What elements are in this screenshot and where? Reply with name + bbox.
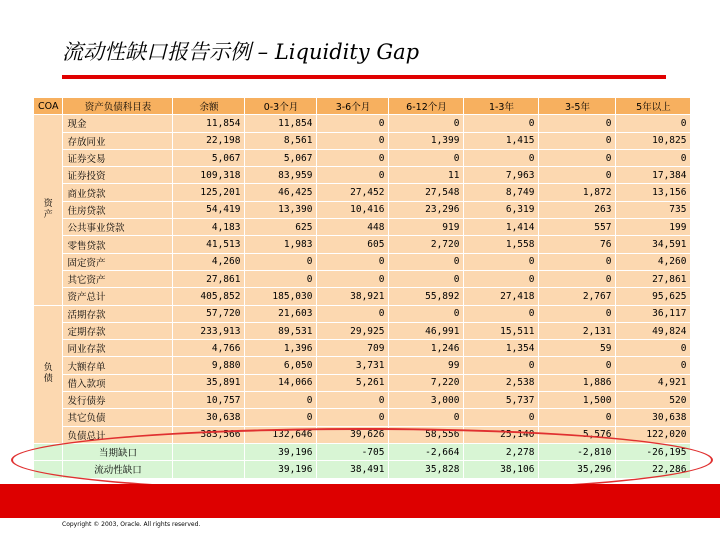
cell-value: 11,854 xyxy=(173,115,245,132)
gap-value: -2,810 xyxy=(539,443,616,460)
cell-value: 4,260 xyxy=(173,253,245,270)
gap-value: 22,286 xyxy=(616,461,691,478)
cell-value: 557 xyxy=(539,219,616,236)
row-label: 存放同业 xyxy=(63,132,173,149)
cell-value: 23,296 xyxy=(389,201,464,218)
cell-value: 0 xyxy=(317,392,389,409)
cell-value: 0 xyxy=(616,115,691,132)
table-row xyxy=(34,184,691,201)
cell-value: 8,561 xyxy=(245,132,317,149)
cell-value: 0 xyxy=(464,357,539,374)
cell-value: 448 xyxy=(317,219,389,236)
cell-value: 27,418 xyxy=(464,288,539,305)
cell-value: 35,891 xyxy=(173,374,245,391)
cell-value: 59 xyxy=(539,340,616,357)
cell-value: 25,140 xyxy=(464,426,539,443)
cell-value: 10,416 xyxy=(317,201,389,218)
cell-value: 17,384 xyxy=(616,167,691,184)
gap-value: 39,196 xyxy=(245,461,317,478)
cell-value: 0 xyxy=(539,253,616,270)
cell-value: 0 xyxy=(317,409,389,426)
cell-value: 0 xyxy=(389,409,464,426)
cell-value: 1,399 xyxy=(389,132,464,149)
gap-label: 流动性缺口 xyxy=(63,461,173,478)
cell-value: 5,067 xyxy=(173,149,245,166)
cell-value: 0 xyxy=(616,340,691,357)
cell-value: 1,414 xyxy=(464,219,539,236)
table-row xyxy=(34,167,691,184)
gap-value: 35,828 xyxy=(389,461,464,478)
cell-value: 1,500 xyxy=(539,392,616,409)
cell-value: 30,638 xyxy=(616,409,691,426)
table-row xyxy=(34,374,691,391)
cell-value: 7,963 xyxy=(464,167,539,184)
cell-value: 383,566 xyxy=(173,426,245,443)
cell-value: 1,415 xyxy=(464,132,539,149)
cell-value: 0 xyxy=(317,270,389,287)
header-coa: COA xyxy=(34,98,63,115)
row-label: 固定资产 xyxy=(63,253,173,270)
cell-value: 0 xyxy=(539,167,616,184)
cell-value: 1,872 xyxy=(539,184,616,201)
cell-value: 95,625 xyxy=(616,288,691,305)
cell-value: 9,880 xyxy=(173,357,245,374)
cell-value: 55,892 xyxy=(389,288,464,305)
cell-value: 27,452 xyxy=(317,184,389,201)
table-row xyxy=(34,115,691,132)
cell-value: 38,921 xyxy=(317,288,389,305)
cell-value: 14,066 xyxy=(245,374,317,391)
cell-value: 0 xyxy=(539,270,616,287)
cell-value: 10,757 xyxy=(173,392,245,409)
table-row xyxy=(34,132,691,149)
gap-value: 35,296 xyxy=(539,461,616,478)
cell-value: 919 xyxy=(389,219,464,236)
row-label: 活期存款 xyxy=(63,305,173,322)
row-label: 大额存单 xyxy=(63,357,173,374)
cell-value: 0 xyxy=(245,392,317,409)
liquidity-gap-table xyxy=(33,97,691,479)
cell-value: 0 xyxy=(317,115,389,132)
cell-value: 735 xyxy=(616,201,691,218)
cell-value: 8,749 xyxy=(464,184,539,201)
cell-value: 0 xyxy=(464,270,539,287)
cell-value: 125,201 xyxy=(173,184,245,201)
cell-value: 0 xyxy=(464,149,539,166)
cell-value: 520 xyxy=(616,392,691,409)
cell-value: 263 xyxy=(539,201,616,218)
slide-title: 流动性缺口报告示例 – Liquidity Gap xyxy=(62,40,420,64)
cell-value: 0 xyxy=(317,132,389,149)
cell-value: 0 xyxy=(616,149,691,166)
cell-value: 132,646 xyxy=(245,426,317,443)
cell-value: 2,538 xyxy=(464,374,539,391)
gap-value: 38,106 xyxy=(464,461,539,478)
cell-value: 27,861 xyxy=(173,270,245,287)
header-item: 资产负债科目表 xyxy=(63,98,173,115)
header-column: 5年以上 xyxy=(616,98,691,115)
cell-value: 0 xyxy=(464,305,539,322)
cell-value: 0 xyxy=(539,149,616,166)
cell-value: 405,852 xyxy=(173,288,245,305)
cell-value: 0 xyxy=(539,305,616,322)
cell-value: 13,156 xyxy=(616,184,691,201)
cell-value: 15,511 xyxy=(464,322,539,339)
header-column: 3-5年 xyxy=(539,98,616,115)
cell-value: 709 xyxy=(317,340,389,357)
cell-value: 76 xyxy=(539,236,616,253)
cell-value: 122,020 xyxy=(616,426,691,443)
cell-value: 0 xyxy=(317,253,389,270)
cell-value: 5,576 xyxy=(539,426,616,443)
cell-value: 83,959 xyxy=(245,167,317,184)
table-row xyxy=(34,253,691,270)
cell-value: 10,825 xyxy=(616,132,691,149)
cell-value: 34,591 xyxy=(616,236,691,253)
cell-value: 6,319 xyxy=(464,201,539,218)
header-column: 3-6个月 xyxy=(317,98,389,115)
cell-value: 605 xyxy=(317,236,389,253)
row-label: 借入款项 xyxy=(63,374,173,391)
cell-value: 6,050 xyxy=(245,357,317,374)
cell-value: 625 xyxy=(245,219,317,236)
cell-value: 1,558 xyxy=(464,236,539,253)
row-label: 住房贷款 xyxy=(63,201,173,218)
cell-value: 11,854 xyxy=(245,115,317,132)
table-row xyxy=(34,409,691,426)
cell-value: 0 xyxy=(317,149,389,166)
section-assets xyxy=(34,115,63,305)
copyright-text: Copyright © 2003, Oracle. All rights reserved. xyxy=(62,521,201,528)
title-underline xyxy=(62,75,666,79)
cell-value: 46,425 xyxy=(245,184,317,201)
cell-value: 0 xyxy=(389,270,464,287)
cell-value: 4,260 xyxy=(616,253,691,270)
row-label: 其它资产 xyxy=(63,270,173,287)
cell-value: 2,767 xyxy=(539,288,616,305)
header-column: 余额 xyxy=(173,98,245,115)
cell-value: 3,000 xyxy=(389,392,464,409)
cell-value: 39,626 xyxy=(317,426,389,443)
cell-value: 0 xyxy=(245,409,317,426)
cell-value: 2,720 xyxy=(389,236,464,253)
gap-label: 当期缺口 xyxy=(63,443,173,460)
cell-value: 0 xyxy=(389,149,464,166)
table-row xyxy=(34,236,691,253)
gap-value: 38,491 xyxy=(317,461,389,478)
row-label: 负债总计 xyxy=(63,426,173,443)
section-liabilities xyxy=(34,305,63,443)
cell-value: 233,913 xyxy=(173,322,245,339)
table-row xyxy=(34,340,691,357)
cell-value: 1,354 xyxy=(464,340,539,357)
cell-value: 30,638 xyxy=(173,409,245,426)
row-label: 定期存款 xyxy=(63,322,173,339)
cell-value: 4,183 xyxy=(173,219,245,236)
cell-value: 0 xyxy=(317,305,389,322)
cell-value: 1,246 xyxy=(389,340,464,357)
header-column: 1-3年 xyxy=(464,98,539,115)
cell-value: 0 xyxy=(245,253,317,270)
row-label: 发行债券 xyxy=(63,392,173,409)
cell-value: 11 xyxy=(389,167,464,184)
section-liabilities-label: 负 债 xyxy=(43,363,53,385)
header-column: 0-3个月 xyxy=(245,98,317,115)
gap-value: -26,195 xyxy=(616,443,691,460)
cell-value: 13,390 xyxy=(245,201,317,218)
cell-value: 46,991 xyxy=(389,322,464,339)
row-label: 其它负债 xyxy=(63,409,173,426)
cell-value: 7,220 xyxy=(389,374,464,391)
row-label: 资产总计 xyxy=(63,288,173,305)
cell-value: 58,556 xyxy=(389,426,464,443)
cell-value: 1,983 xyxy=(245,236,317,253)
cell-value: 5,261 xyxy=(317,374,389,391)
cell-value: 29,925 xyxy=(317,322,389,339)
cell-value: 4,921 xyxy=(616,374,691,391)
cell-value: 5,737 xyxy=(464,392,539,409)
cell-value: 27,861 xyxy=(616,270,691,287)
cell-value: 0 xyxy=(539,409,616,426)
table-row xyxy=(34,322,691,339)
gap-value: 2,278 xyxy=(464,443,539,460)
cell-value: 89,531 xyxy=(245,322,317,339)
cell-value: 54,419 xyxy=(173,201,245,218)
cell-value: 0 xyxy=(616,357,691,374)
row-label: 同业存款 xyxy=(63,340,173,357)
cell-value: 22,198 xyxy=(173,132,245,149)
cell-value: 27,548 xyxy=(389,184,464,201)
row-label: 证券投资 xyxy=(63,167,173,184)
highlight-ellipse xyxy=(11,428,713,492)
cell-value: 0 xyxy=(389,253,464,270)
table-row xyxy=(34,357,691,374)
cell-value: 2,131 xyxy=(539,322,616,339)
cell-value: 0 xyxy=(464,253,539,270)
table-row xyxy=(34,288,691,305)
footer-bar xyxy=(0,484,720,518)
table-header-row xyxy=(34,98,691,115)
table-row xyxy=(34,270,691,287)
table-row xyxy=(34,392,691,409)
cell-value: 3,731 xyxy=(317,357,389,374)
row-label: 零售贷款 xyxy=(63,236,173,253)
row-label: 证券交易 xyxy=(63,149,173,166)
section-assets-label: 资 产 xyxy=(43,198,53,220)
cell-value: 0 xyxy=(245,270,317,287)
cell-value: 36,117 xyxy=(616,305,691,322)
cell-value: 0 xyxy=(539,357,616,374)
cell-value: 57,720 xyxy=(173,305,245,322)
cell-value: 1,396 xyxy=(245,340,317,357)
cell-value: 0 xyxy=(539,132,616,149)
row-label: 商业贷款 xyxy=(63,184,173,201)
cell-value: 21,603 xyxy=(245,305,317,322)
table-row xyxy=(34,149,691,166)
cell-value: 109,318 xyxy=(173,167,245,184)
cell-value: 0 xyxy=(464,409,539,426)
header-column: 6-12个月 xyxy=(389,98,464,115)
cell-value: 99 xyxy=(389,357,464,374)
row-label: 现金 xyxy=(63,115,173,132)
cell-value: 0 xyxy=(539,115,616,132)
cell-value: 49,824 xyxy=(616,322,691,339)
cell-value: 199 xyxy=(616,219,691,236)
cell-value: 5,067 xyxy=(245,149,317,166)
cell-value: 41,513 xyxy=(173,236,245,253)
cell-value: 0 xyxy=(317,167,389,184)
cell-value: 0 xyxy=(389,305,464,322)
cell-value: 1,886 xyxy=(539,374,616,391)
gap-value: -705 xyxy=(317,443,389,460)
gap-value: 39,196 xyxy=(245,443,317,460)
gap-value: -2,664 xyxy=(389,443,464,460)
table-row xyxy=(34,201,691,218)
table-row xyxy=(34,219,691,236)
cell-value: 4,766 xyxy=(173,340,245,357)
table-row xyxy=(34,305,691,322)
cell-value: 0 xyxy=(389,115,464,132)
cell-value: 185,030 xyxy=(245,288,317,305)
row-label: 公共事业贷款 xyxy=(63,219,173,236)
cell-value: 0 xyxy=(464,115,539,132)
